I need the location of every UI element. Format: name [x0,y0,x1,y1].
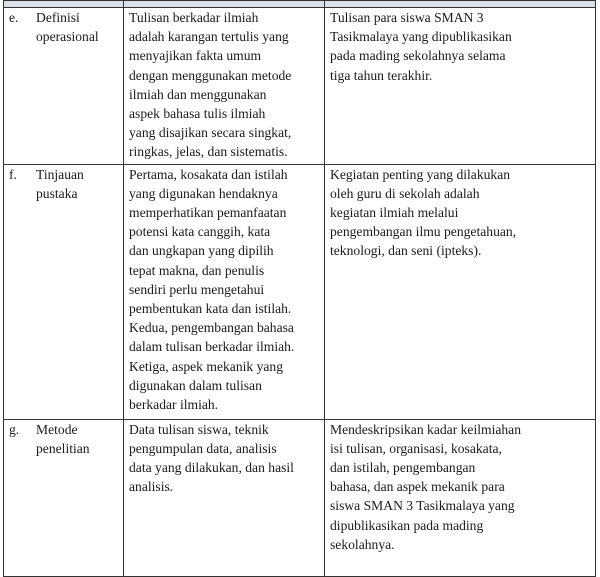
row-label: Tinjauan pustaka [31,164,124,419]
row-letter: f. [4,164,32,419]
table-header-strip [4,1,596,8]
row-example: Mendeskripsikan kadar keilmiahan isi tulisan, organisasi, kosakata, dan istilah, pengembangan bahasa, dan aspek mekanik para siswa SMAN 3 Tasikmalaya yang dipublikasikan pada mading sekolahnya. [325,419,596,576]
row-letter: e. [4,8,32,165]
table-row [4,8,596,165]
row-example: Kegiatan penting yang dilakukan oleh guru di sekolah adalah kegiatan ilmiah melalui pengembangan ilmu pengetahuan, teknologi, dan seni (ipteks). [325,164,596,419]
row-description: Tulisan berkadar ilmiah adalah karangan tertulis yang menyajikan fakta umum dengan menggunakan metode ilmiah dan menggunakan aspek bahasa tulis ilmiah yang disajikan secara singkat, ringkas, jelas, dan sistematis. [124,8,325,165]
row-label: Metode penelitian [31,419,124,576]
table-row [4,164,596,419]
row-letter: g. [4,419,32,576]
row-label: Definisi operasional [31,8,124,165]
row-description: Data tulisan siswa, teknik pengumpulan data, analisis data yang dilakukan, dan hasil analisis. [124,419,325,576]
row-description: Pertama, kosakata dan istilah yang digunakan hendaknya memperhatikan pemanfaatan potensi kata canggih, kata dan ungkapan yang dipilih tepat makna, dan penulis sendiri perlu mengetahui pembentukan kata dan istilah. Kedua, pengembangan bahasa dalam tulisan berkadar ilmiah. Ketiga, aspek mekanik yang digunakan dalam tulisan berkadar ilmiah. [124,164,325,419]
table-row [4,419,596,576]
research-outline-table [3,0,596,577]
row-example: Tulisan para siswa SMAN 3 Tasikmalaya yang dipublikasikan pada mading sekolahnya selama tiga tahun terakhir. [325,8,596,165]
